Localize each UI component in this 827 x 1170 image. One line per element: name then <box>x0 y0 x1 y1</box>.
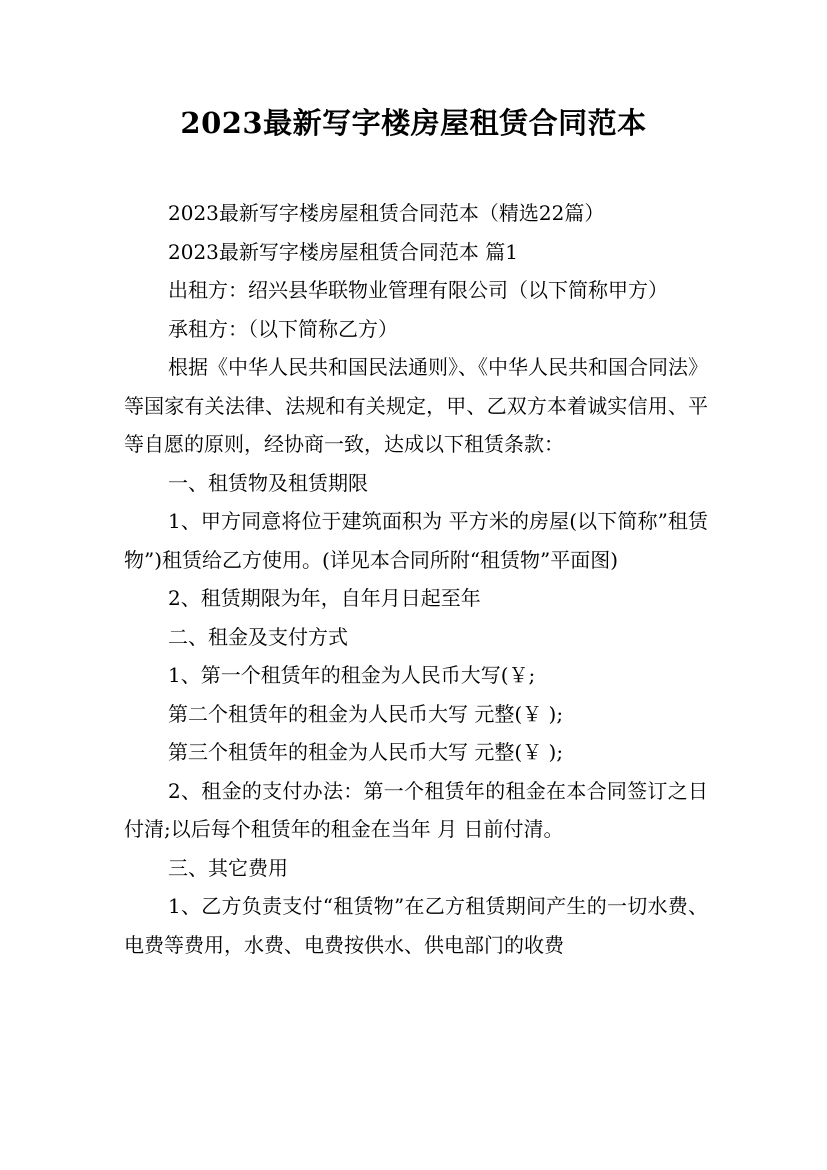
paragraph-clause-2-2: 2、租金的支付办法：第一个租赁年的租金在本合同签订之日付清;以后每个租赁年的租金在当年 月 日前付清。 <box>124 778 708 841</box>
document-title: 2023最新写字楼房屋租赁合同范本 <box>180 106 647 140</box>
paragraph-clause-2-1: 1、第一个租赁年的租金为人民币大写(￥; <box>168 663 536 687</box>
paragraph-heading-3: 三、其它费用 <box>168 855 288 880</box>
paragraph-rent-year-3: 第三个租赁年的租金为人民币大写 元整(￥ ); <box>168 740 564 764</box>
document-body <box>124 194 708 964</box>
paragraph-heading-1: 一、租赁物及租赁期限 <box>168 470 368 495</box>
paragraph-preamble: 根据《中华人民共和国民法通则》、《中华人民共和国合同法》等国家有关法律、法规和有关规定，甲、乙双方本着诚实信用、平等自愿的原则，经协商一致，达成以下租赁条款： <box>124 355 708 456</box>
paragraph-lessee: 承租方：（以下简称乙方） <box>168 316 398 341</box>
paragraph-lessor: 出租方：绍兴县华联物业管理有限公司（以下简称甲方） <box>168 278 668 302</box>
paragraph-clause-1-2: 2、租赁期限为年，自年月日起至年 <box>168 586 481 610</box>
paragraph-collection-title: 2023最新写字楼房屋租赁合同范本（精选22篇） <box>168 201 605 225</box>
paragraph-heading-2: 二、租金及支付方式 <box>168 624 348 649</box>
paragraph-section-heading: 2023最新写字楼房屋租赁合同范本 篇1 <box>168 239 518 264</box>
paragraph-clause-3-1: 1、乙方负责支付“租赁物”在乙方租赁期间产生的一切水费、电费等费用，水费、电费按供水、供电部门的收费 <box>124 894 708 957</box>
paragraph-rent-year-2: 第二个租赁年的租金为人民币大写 元整(￥ ); <box>168 701 564 726</box>
paragraph-clause-1-1: 1、甲方同意将位于建筑面积为 平方米的房屋(以下简称”租赁物”)租赁给乙方使用。(详见本合同所附“租赁物”平面图) <box>124 509 708 572</box>
